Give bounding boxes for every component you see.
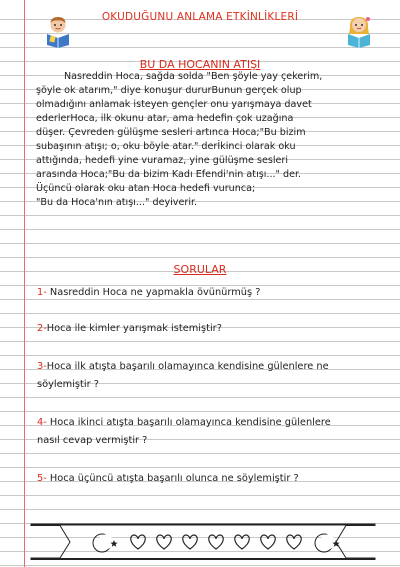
question-number: 2- — [37, 323, 47, 334]
story-text — [36, 70, 376, 210]
question-text: Hoca ile kimler yarışmak istemiştir? — [46, 323, 222, 334]
heart-icon — [261, 535, 276, 549]
story-line: ederlerHoca, ilk okunu atar, ama hedefin çok uzağına — [36, 113, 294, 124]
crescent-star-icon — [315, 534, 340, 552]
questions-title: SORULAR — [173, 263, 227, 276]
boy-reading-icon — [41, 14, 75, 48]
crescent-star-icon — [93, 534, 118, 552]
header-title: OKUDUĞUNU ANLAMA ETKİNLİKLERİ — [101, 11, 299, 23]
footer-ornament — [30, 523, 376, 561]
question-text: Hoca ikinci atışta başarılı olamayınca kendisine gülenlere — [49, 417, 331, 428]
question-text: Hoca üçüncü atışta başarılı olunca ne söylemiştir ? — [49, 473, 299, 484]
question-number: 3- — [37, 361, 47, 372]
question-number: 5- — [37, 473, 47, 484]
heart-icon — [183, 535, 198, 549]
question-2 — [37, 322, 382, 336]
question-text: söylemiştir ? — [37, 379, 99, 390]
question-4 — [37, 416, 382, 448]
margin-line — [24, 0, 25, 567]
story-line: arasında Hoca;"Bu da bizim Kadı Efendi'nin atışı..." der. — [36, 169, 302, 180]
question-number: 1- — [37, 287, 47, 298]
story-line: olmadığını anlamak isteyen gençler onu yarışmaya davet — [36, 99, 312, 110]
story-line: Nasreddin Hoca, sağda solda "Ben şöyle yay çekerim, — [64, 71, 323, 82]
question-number: 4- — [37, 417, 47, 428]
heart-icon — [235, 535, 250, 549]
heart-icon — [157, 535, 172, 549]
story-line: düşer. Çevreden gülüşme sesleri artınca Hoca;"Bu bizim — [36, 127, 306, 138]
question-1 — [37, 286, 382, 300]
question-3 — [37, 360, 382, 392]
story-line: "Bu da Hoca'nın atışı..." deyiverir. — [36, 197, 198, 208]
story-line: şöyle ok atarım," diye konuşur dururBunun gerçek olup — [36, 85, 302, 96]
story-line: subaşının atışı; o, oku böyle atar." derİkinci olarak oku — [36, 141, 296, 152]
question-text: nasıl cevap vermiştir ? — [37, 435, 148, 446]
story-title: BU DA HOCANIN ATIŞI — [139, 58, 261, 71]
girl-reading-icon — [342, 14, 376, 48]
question-text: Nasreddin Hoca ne yapmakla övünürmüş ? — [49, 287, 261, 298]
footer-banner — [30, 523, 376, 561]
question-text: Hoca ilk atışta başarılı olamayınca kendisine gülenlere ne — [46, 361, 329, 372]
heart-icon — [131, 535, 146, 549]
heart-icon — [209, 535, 224, 549]
story-line: Üçüncü olarak oku atan Hoca hedefi vurunca; — [36, 183, 256, 194]
heart-icon — [287, 535, 302, 549]
story-line: attığında, hedefi yine vuramaz, yine gülüşme sesleri — [36, 155, 289, 166]
question-5 — [37, 472, 382, 486]
hearts-row — [131, 535, 302, 549]
